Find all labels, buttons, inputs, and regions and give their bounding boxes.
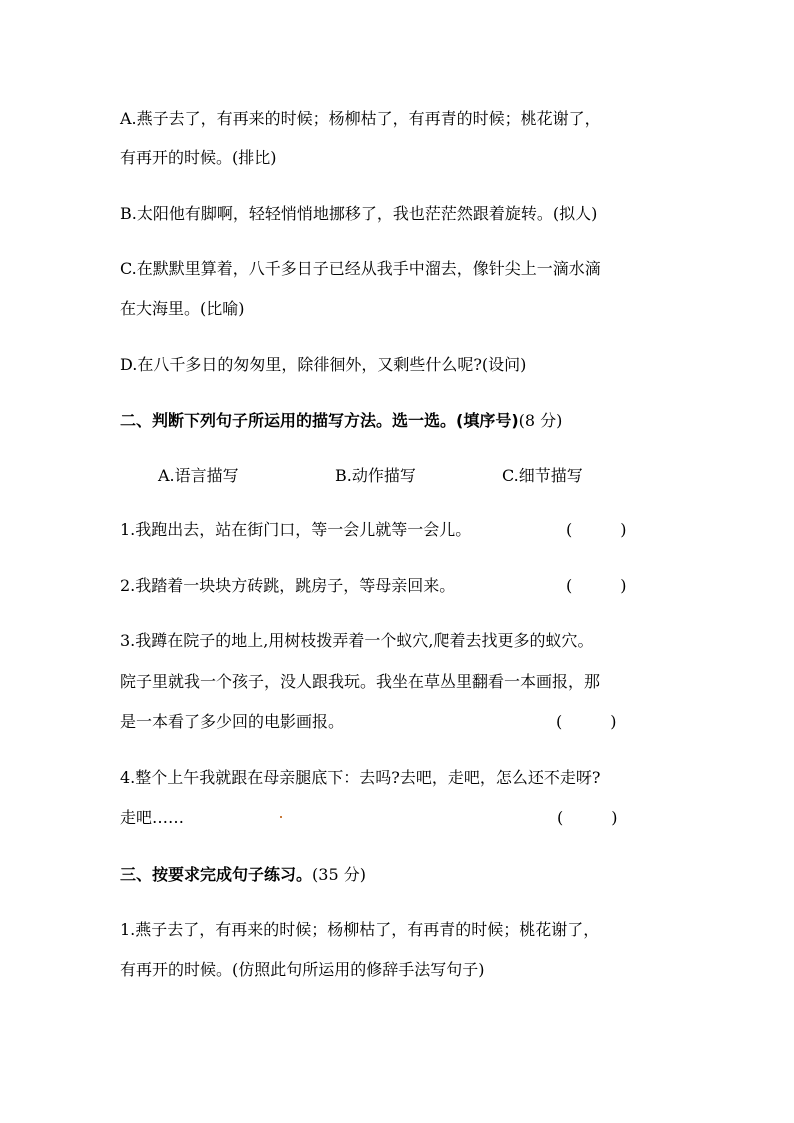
answer-blank-1[interactable]: ( ) (566, 520, 627, 539)
question-3-line2: 院子里就我一个孩子，没人跟我玩。我坐在草丛里翻看一本画报，那 (120, 672, 601, 691)
section3-question-1-line2: 有再开的时候。(仿照此句所运用的修辞手法写句子) (120, 960, 485, 979)
question-4-line1: 4.整个上午我就跟在母亲腿底下：去吗?去吧，走吧，怎么还不走呀? (120, 768, 601, 787)
answer-blank-3[interactable]: ( ) (556, 712, 617, 731)
option-a-line1: A.燕子去了，有再来的时候；杨柳枯了，有再青的时候；桃花谢了， (120, 109, 601, 128)
section3-heading (120, 864, 366, 886)
question-3-line3: 是一本看了多少回的电影画报。 (120, 712, 345, 731)
choice-b: B.动作描写 (335, 466, 416, 485)
option-b: B.太阳他有脚啊，轻轻悄悄地挪移了，我也茫茫然跟着旋转。(拟人) (120, 204, 598, 223)
option-a-line2: 有再开的时候。(排比) (120, 148, 277, 167)
section3-question-1-line1: 1.燕子去了，有再来的时候；杨柳枯了，有再青的时候；桃花谢了， (120, 920, 600, 939)
choice-a: A.语言描写 (158, 466, 239, 485)
stray-dot (280, 816, 282, 818)
choice-c: C.细节描写 (502, 466, 583, 485)
option-c-line2: 在大海里。(比喻) (120, 299, 245, 318)
option-d: D.在八千多日的匆匆里，除徘徊外，又剩些什么呢?(设问) (120, 355, 527, 374)
answer-blank-4[interactable]: ( ) (557, 808, 618, 827)
question-2: 2.我踏着一块块方砖跳，跳房子，等母亲回来。 (120, 576, 456, 595)
section2-title: 二、判断下列句子所运用的描写方法。选一选。(填序号) (120, 411, 519, 430)
question-3-line1: 3.我蹲在院子的地上,用树枝拨弄着一个蚁穴,爬着去找更多的蚁穴。 (120, 631, 594, 650)
section3-points: (35 分) (312, 865, 366, 884)
option-c-line1: C.在默默里算着，八千多日子已经从我手中溜去，像针尖上一滴水滴 (120, 259, 601, 278)
question-4-line2: 走吧…… (120, 808, 185, 827)
answer-blank-2[interactable]: ( ) (566, 576, 627, 595)
question-1: 1.我跑出去，站在街门口，等一会儿就等一会儿。 (120, 520, 472, 539)
section3-title: 三、按要求完成句子练习。 (120, 865, 313, 884)
section2-heading (120, 410, 562, 432)
section2-points: (8 分) (518, 411, 563, 430)
